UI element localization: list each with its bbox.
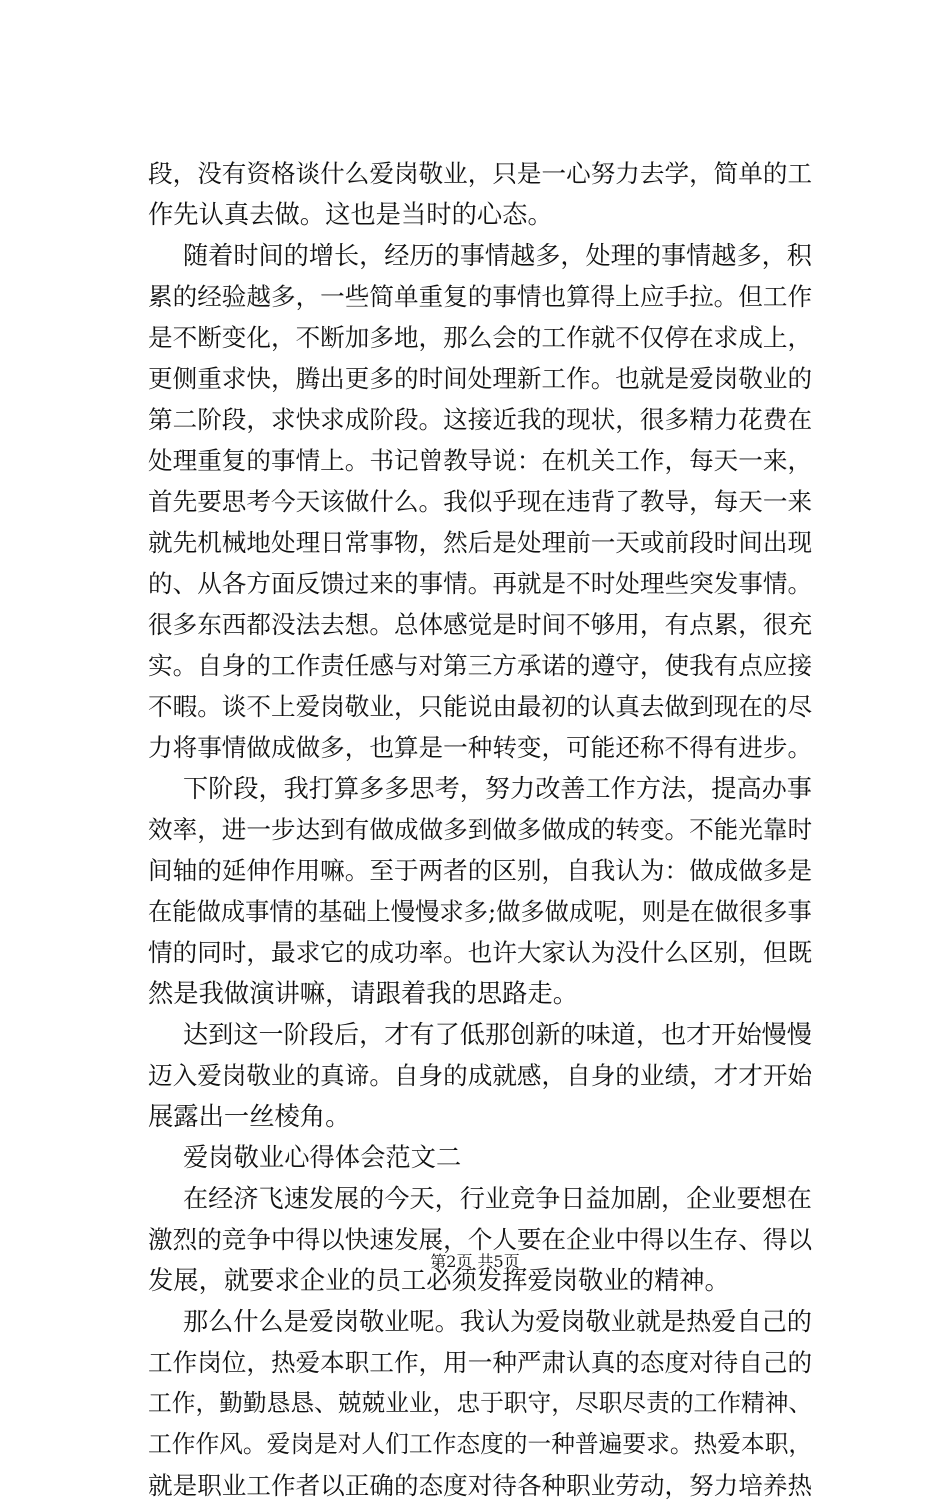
text-line: 迈入爱岗敬业的真谛。自身的成就感，自身的业绩，才才开始 — [148, 1061, 813, 1090]
text-line: 随着时间的增长，经历的事情越多，处理的事情越多，积 — [183, 241, 812, 270]
text-line: 不暇。谈不上爱岗敬业，只能说由最初的认真去做到现在的尽 — [148, 692, 813, 721]
text-line: 实。自身的工作责任感与对第三方承诺的遵守，使我有点应接 — [148, 651, 813, 680]
text-line: 就先机械地处理日常事物，然后是处理前一天或前段时间出现 — [148, 528, 813, 557]
text-line: 的、从各方面反馈过来的事情。再就是不时处理些突发事情。 — [148, 569, 813, 598]
text-line: 是不断变化，不断加多地，那么会的工作就不仅停在求成上， — [148, 323, 813, 352]
text-line: 作先认真去做。这也是当时的心态。 — [148, 200, 553, 229]
text-line: 然是我做演讲嘛，请跟着我的思路走。 — [148, 979, 579, 1008]
text-line: 工作作风。爱岗是对人们工作态度的一种普遍要求。热爱本职， — [148, 1430, 813, 1458]
text-line: 第二阶段，求快求成阶段。这接近我的现状，很多精力花费在 — [148, 405, 813, 434]
text-line: 在能做成事情的基础上慢慢求多;做多做成呢，则是在做很多事 — [148, 897, 812, 926]
text-line: 工作，勤勤恳恳、兢兢业业，忠于职守，尽职尽责的工作精神、 — [148, 1389, 813, 1417]
text-line: 力将事情做成做多，也算是一种转变，可能还称不得有进步。 — [148, 733, 813, 762]
text-line: 处理重复的事情上。书记曾教导说：在机关工作，每天一来， — [148, 446, 813, 475]
text-line: 爱岗敬业心得体会范文二 — [183, 1143, 462, 1172]
text-line: 工作岗位，热爱本职工作，用一种严肃认真的态度对待自己的 — [148, 1348, 813, 1377]
text-line: 激烈的竞争中得以快速发展，个人要在企业中得以生存、得以 — [148, 1225, 813, 1254]
text-line: 间轴的延伸作用嘛。至于两者的区别，自我认为：做成做多是 — [148, 856, 813, 885]
text-line: 就是职业工作者以正确的态度对待各种职业劳动，努力培养热 — [148, 1471, 813, 1500]
text-line: 达到这一阶段后，才有了低那创新的味道，也才开始慢慢 — [183, 1020, 812, 1049]
text-line: 更侧重求快，腾出更多的时间处理新工作。也就是爱岗敬业的 — [148, 364, 813, 393]
text-line: 很多东西都没法去想。总体感觉是时间不够用，有点累，很充 — [148, 610, 813, 639]
text-line: 那么什么是爱岗敬业呢。我认为爱岗敬业就是热爱自己的 — [183, 1307, 812, 1336]
text-line: 在经济飞速发展的今天，行业竞争日益加剧，企业要想在 — [183, 1184, 812, 1213]
text-line: 发展，就要求企业的员工必须发挥爱岗敬业的精神。 — [148, 1266, 730, 1295]
text-line: 首先要思考今天该做什么。我似乎现在违背了教导，每天一来 — [148, 487, 813, 516]
text-line: 效率，进一步达到有做成做多到做多做成的转变。不能光靠时 — [148, 815, 813, 844]
text-line: 情的同时，最求它的成功率。也许大家认为没什么区别，但既 — [148, 938, 813, 967]
document-body — [148, 153, 812, 1506]
text-line: 展露出一丝棱角。 — [148, 1102, 351, 1131]
text-line: 累的经验越多，一些简单重复的事情也算得上应手拉。但工作 — [148, 282, 813, 311]
page-footer: 第2页 共5页 — [430, 1252, 520, 1271]
text-line: 段，没有资格谈什么爱岗敬业，只是一心努力去学，简单的工 — [148, 159, 813, 188]
text-line: 下阶段，我打算多多思考，努力改善工作方法，提高办事 — [183, 774, 812, 803]
